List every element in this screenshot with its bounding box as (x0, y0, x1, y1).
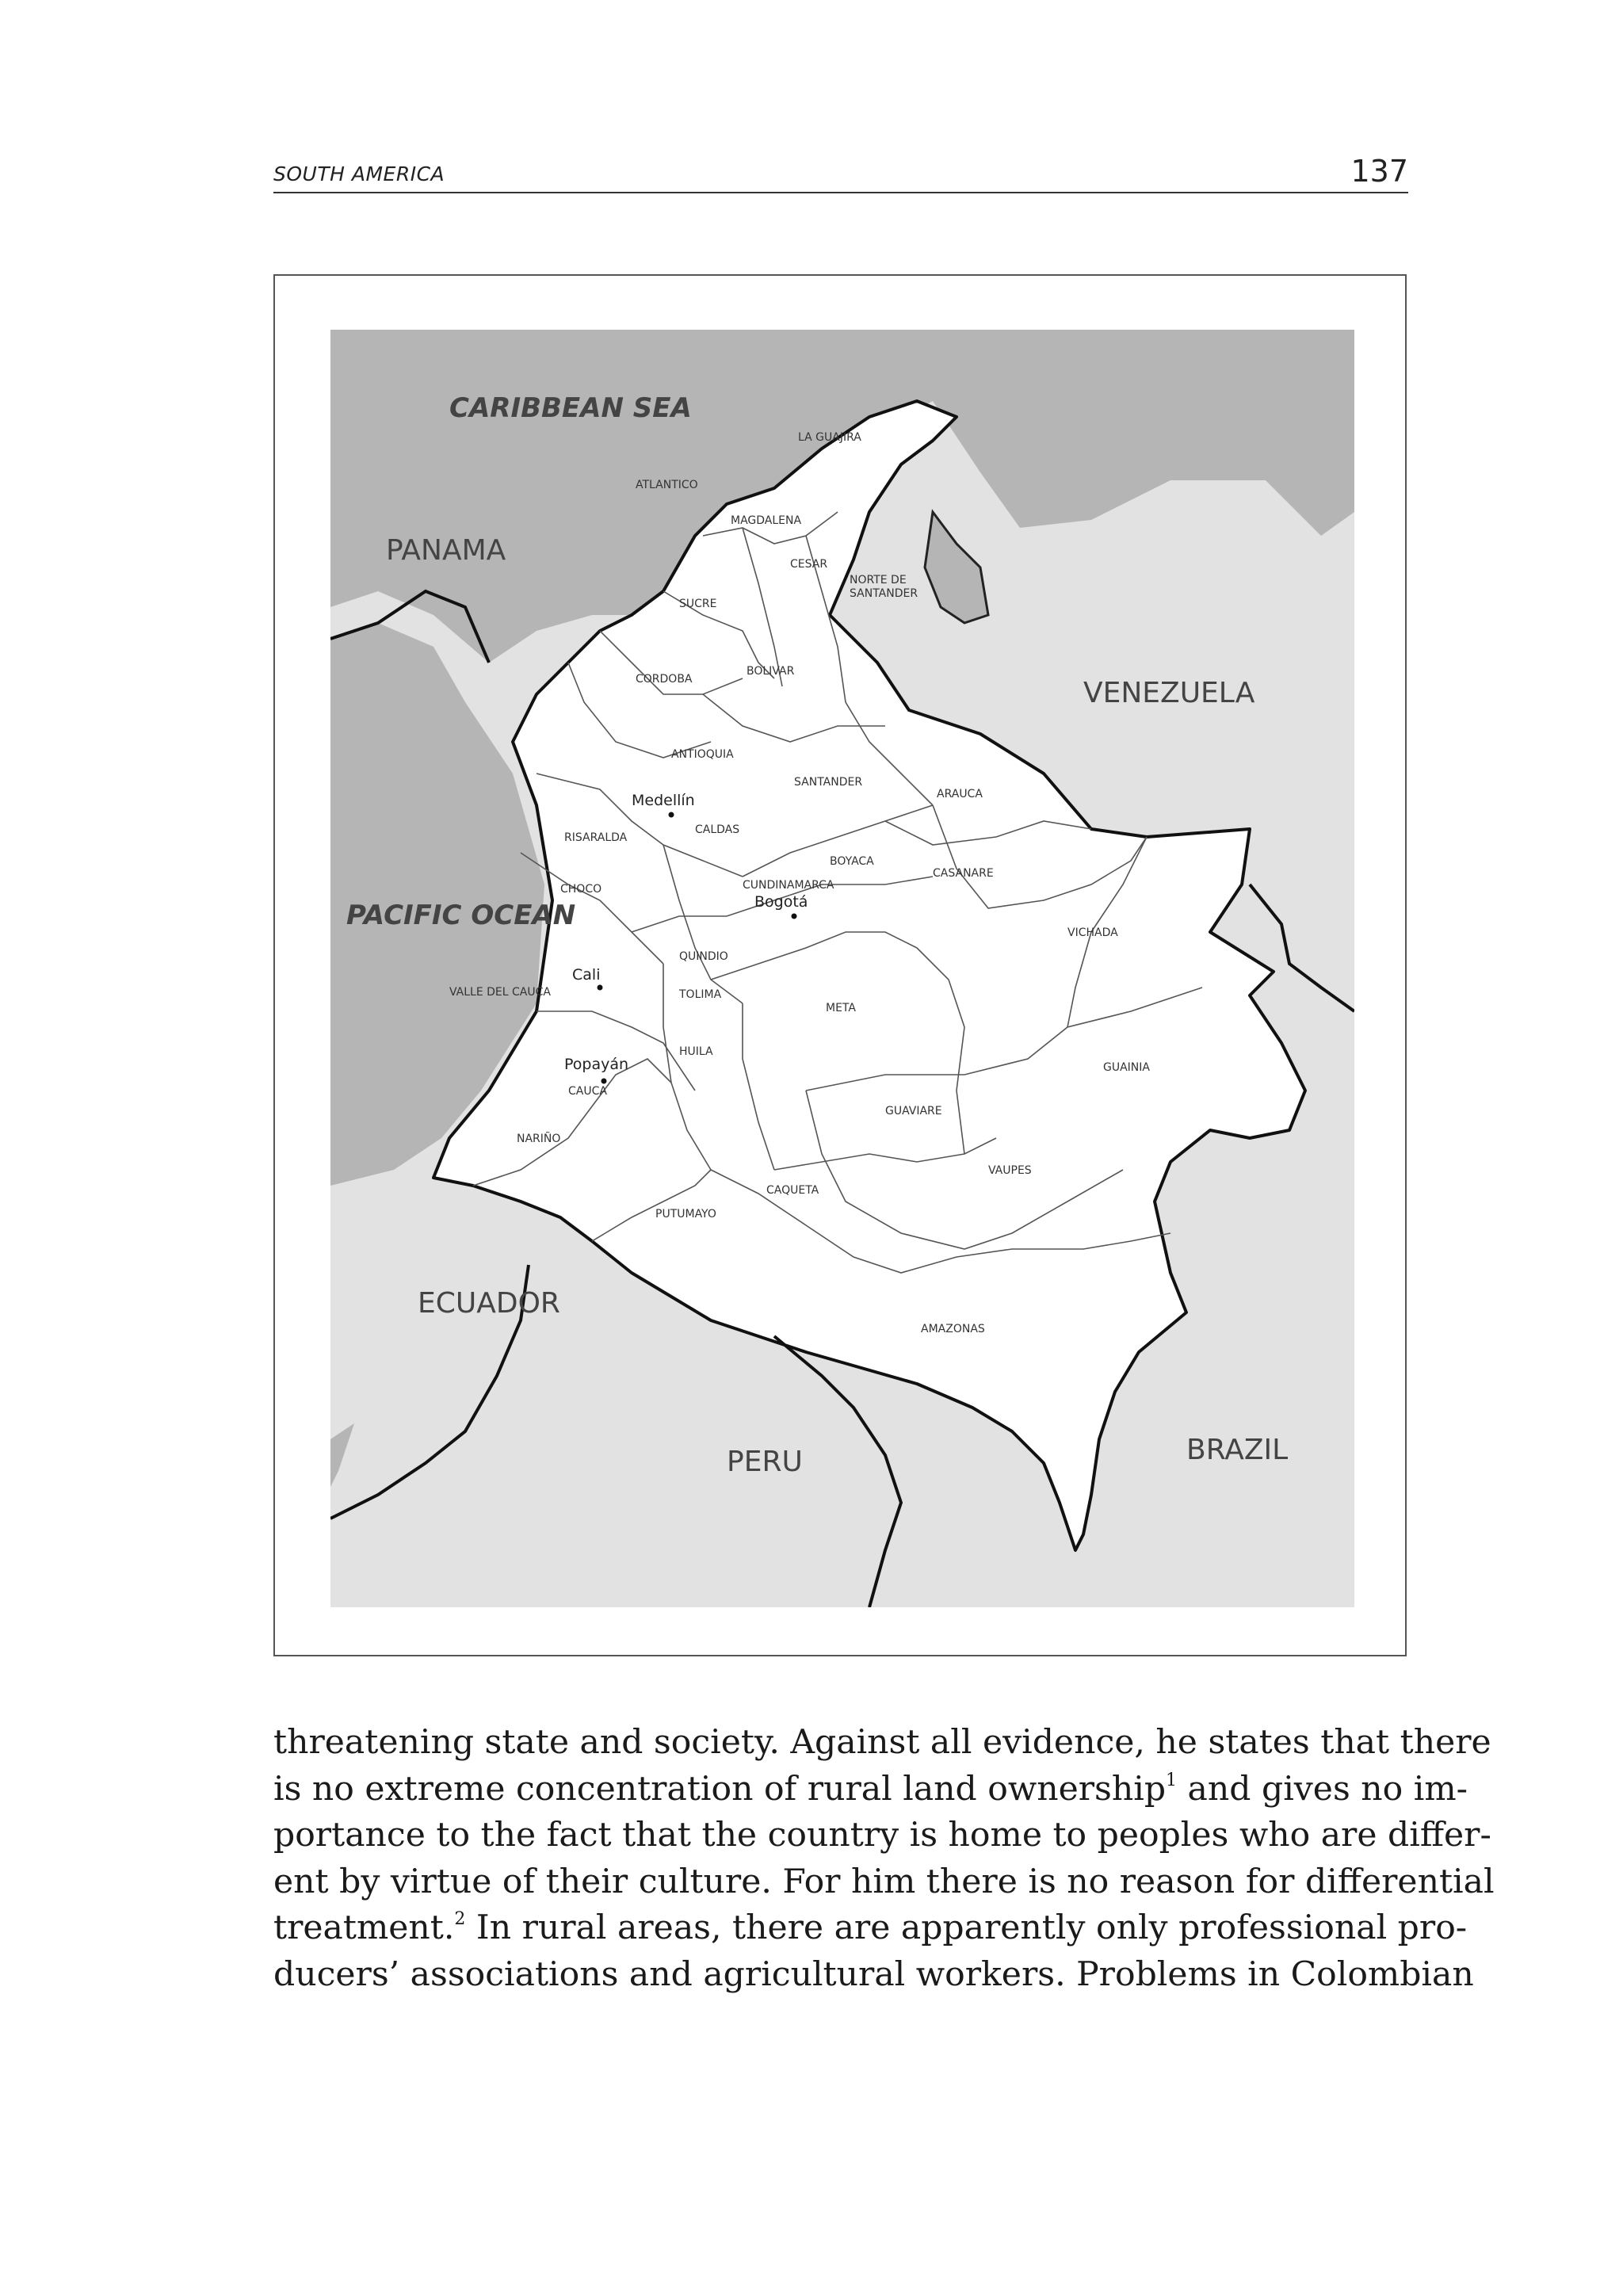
dept-bolivar: BOLIVAR (747, 665, 795, 678)
city-popayan: Popayán (564, 1056, 629, 1073)
dept-vichada: VICHADA (1067, 926, 1118, 939)
dept-guaviare: GUAVIARE (885, 1105, 942, 1117)
venezuela-label: VENEZUELA (1083, 677, 1255, 709)
pacific-ocean-label: PACIFIC OCEAN (346, 900, 576, 931)
dept-valle-del-cauca: VALLE DEL CAUCA (449, 986, 551, 999)
dept-santander: SANTANDER (794, 776, 863, 789)
dept-cesar: CESAR (790, 558, 828, 571)
text-line: ducers’ associations and agricultural workers. Problems in Colombian (273, 1954, 1474, 1994)
medellin-dot-icon (669, 812, 674, 818)
dept-antioquia: ANTIOQUIA (671, 748, 734, 761)
dept-caqueta: CAQUETA (766, 1184, 819, 1197)
dept-norte-de-santander-line2: SANTANDER (850, 587, 918, 600)
popayan-dot-icon (601, 1079, 607, 1084)
map-figure (273, 274, 1407, 1656)
page-number: 137 (1350, 154, 1408, 189)
bogota-dot-icon (792, 914, 797, 919)
footnote-ref[interactable]: 2 (454, 1909, 466, 1929)
dept-huila: HUILA (679, 1045, 713, 1058)
text-line: ent by virtue of their culture. For him there is no reason for differential (273, 1862, 1495, 1901)
dept-tolima: TOLIMA (679, 988, 722, 1001)
city-bogota: Bogotá (754, 893, 808, 911)
dept-cundinamarca: CUNDINAMARCA (743, 879, 834, 892)
cali-dot-icon (598, 985, 603, 991)
city-cali: Cali (572, 966, 601, 984)
body-paragraph (273, 1720, 1495, 1998)
footnote-ref[interactable]: 1 (1166, 1770, 1178, 1790)
dept-vaupes: VAUPES (988, 1164, 1032, 1177)
panama-label: PANAMA (386, 534, 506, 567)
dept-meta: META (826, 1002, 856, 1014)
text-line: treatment.$^2$ In rural areas, there are apparently only professional pro- (273, 1908, 1468, 1947)
page-header (273, 151, 1408, 193)
dept-la-guajira: LA GUAJIRA (798, 431, 861, 444)
dept-amazonas: AMAZONAS (921, 1323, 985, 1335)
dept-boyaca: BOYACA (830, 855, 874, 868)
peru-label: PERU (727, 1446, 803, 1478)
dept-norte-de-santander-line1: NORTE DE (850, 574, 907, 586)
caribbean-sea-label: CARIBBEAN SEA (449, 392, 692, 424)
text-line: is no extreme concentration of rural land ownership$^1$ and gives no im- (273, 1769, 1468, 1809)
text-line: threatening state and society. Against all evidence, he states that there (273, 1723, 1491, 1762)
dept-magdalena: MAGDALENA (731, 514, 802, 527)
dept-cordoba: CORDOBA (636, 673, 693, 686)
dept-sucre: SUCRE (679, 598, 717, 610)
dept-putumayo: PUTUMAYO (655, 1208, 716, 1221)
ecuador-label: ECUADOR (418, 1287, 560, 1320)
running-head: SOUTH AMERICA (273, 162, 445, 185)
colombia-map (330, 330, 1354, 1607)
dept-quindio: QUINDIO (679, 950, 728, 963)
dept-arauca: ARAUCA (937, 788, 983, 800)
text-line: portance to the fact that the country is home to peoples who are differ- (273, 1816, 1491, 1855)
dept-narino: NARIÑO (517, 1133, 561, 1145)
dept-choco: CHOCO (560, 883, 602, 896)
dept-atlantico: ATLANTICO (636, 479, 698, 491)
city-medellin: Medellín (632, 792, 695, 809)
dept-risaralda: RISARALDA (564, 831, 628, 844)
dept-guainia: GUAINIA (1103, 1061, 1150, 1074)
dept-caldas: CALDAS (695, 823, 740, 836)
dept-casanare: CASANARE (933, 867, 994, 880)
dept-cauca: CAUCA (568, 1085, 607, 1098)
brazil-label: BRAZIL (1186, 1434, 1289, 1466)
